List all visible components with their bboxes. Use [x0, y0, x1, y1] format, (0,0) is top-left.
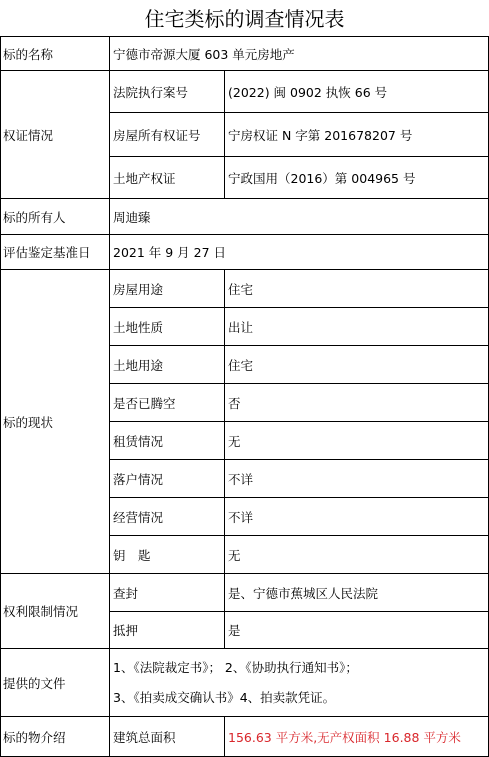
- base-date-value: 2021 年 9 月 27 日: [110, 235, 489, 270]
- status-item-value: 无: [225, 536, 489, 574]
- rights-land-cert-value: 宁政国用（2016）第 004965 号: [225, 157, 489, 199]
- restriction-mortgage-value: 是: [225, 612, 489, 649]
- row-label-documents: 提供的文件: [1, 649, 110, 717]
- status-item-label: 土地用途: [110, 346, 225, 384]
- row-label-intro: 标的物介绍: [1, 717, 110, 757]
- table-row: [1, 649, 489, 717]
- rights-house-cert-value: 宁房权证 N 字第 201678207 号: [225, 113, 489, 157]
- table-row: [1, 199, 489, 235]
- status-item-value: 不详: [225, 498, 489, 536]
- documents-line-1: 1、《法院裁定书》； 2、《协助执行通知书》；: [113, 659, 358, 675]
- status-item-label: 钥 匙: [110, 536, 225, 574]
- row-label-restrictions: 权利限制情况: [1, 574, 110, 649]
- restriction-seal-value: 是、宁德市蕉城区人民法院: [225, 574, 489, 612]
- intro-area-value: 156.63 平方米,无产权面积 16.88 平方米: [225, 717, 489, 757]
- status-item-value: 住宅: [225, 270, 489, 308]
- status-item-value: 不详: [225, 460, 489, 498]
- table-title: 住宅类标的调查情况表: [144, 7, 345, 31]
- status-item-value: 无: [225, 422, 489, 460]
- status-item-value: 住宅: [225, 346, 489, 384]
- survey-table: [0, 36, 489, 757]
- property-name-value: 宁德市帝源大厦 603 单元房地产: [110, 37, 489, 71]
- status-item-value: 否: [225, 384, 489, 422]
- status-item-label: 土地性质: [110, 308, 225, 346]
- rights-land-cert-label: 土地产权证: [110, 157, 225, 199]
- table-row: [1, 270, 489, 308]
- rights-case-label: 法院执行案号: [110, 71, 225, 113]
- status-item-label: 租赁情况: [110, 422, 225, 460]
- table-row: [1, 717, 489, 757]
- row-label-status: 标的现状: [1, 270, 110, 574]
- row-label-base-date: 评估鉴定基准日: [1, 235, 110, 270]
- status-item-label: 是否已腾空: [110, 384, 225, 422]
- table-row: [1, 235, 489, 270]
- table-row: [1, 71, 489, 113]
- row-label-owner: 标的所有人: [1, 199, 110, 235]
- row-label-rights: 权证情况: [1, 71, 110, 199]
- owner-value: 周迪臻: [110, 199, 489, 235]
- status-item-label: 房屋用途: [110, 270, 225, 308]
- restriction-seal-label: 查封: [110, 574, 225, 612]
- documents-value: [110, 649, 489, 717]
- rights-house-cert-label: 房屋所有权证号: [110, 113, 225, 157]
- table-row: [1, 37, 489, 71]
- row-label-name: 标的名称: [1, 37, 110, 71]
- status-item-value: 出让: [225, 308, 489, 346]
- status-item-label: 经营情况: [110, 498, 225, 536]
- rights-case-value: (2022) 闽 0902 执恢 66 号: [225, 71, 489, 113]
- table-row: [1, 574, 489, 612]
- documents-line-2: 3、《拍卖成交确认书》4、拍卖款凭证。: [113, 689, 336, 705]
- restriction-mortgage-label: 抵押: [110, 612, 225, 649]
- status-item-label: 落户情况: [110, 460, 225, 498]
- intro-area-label: 建筑总面积: [110, 717, 225, 757]
